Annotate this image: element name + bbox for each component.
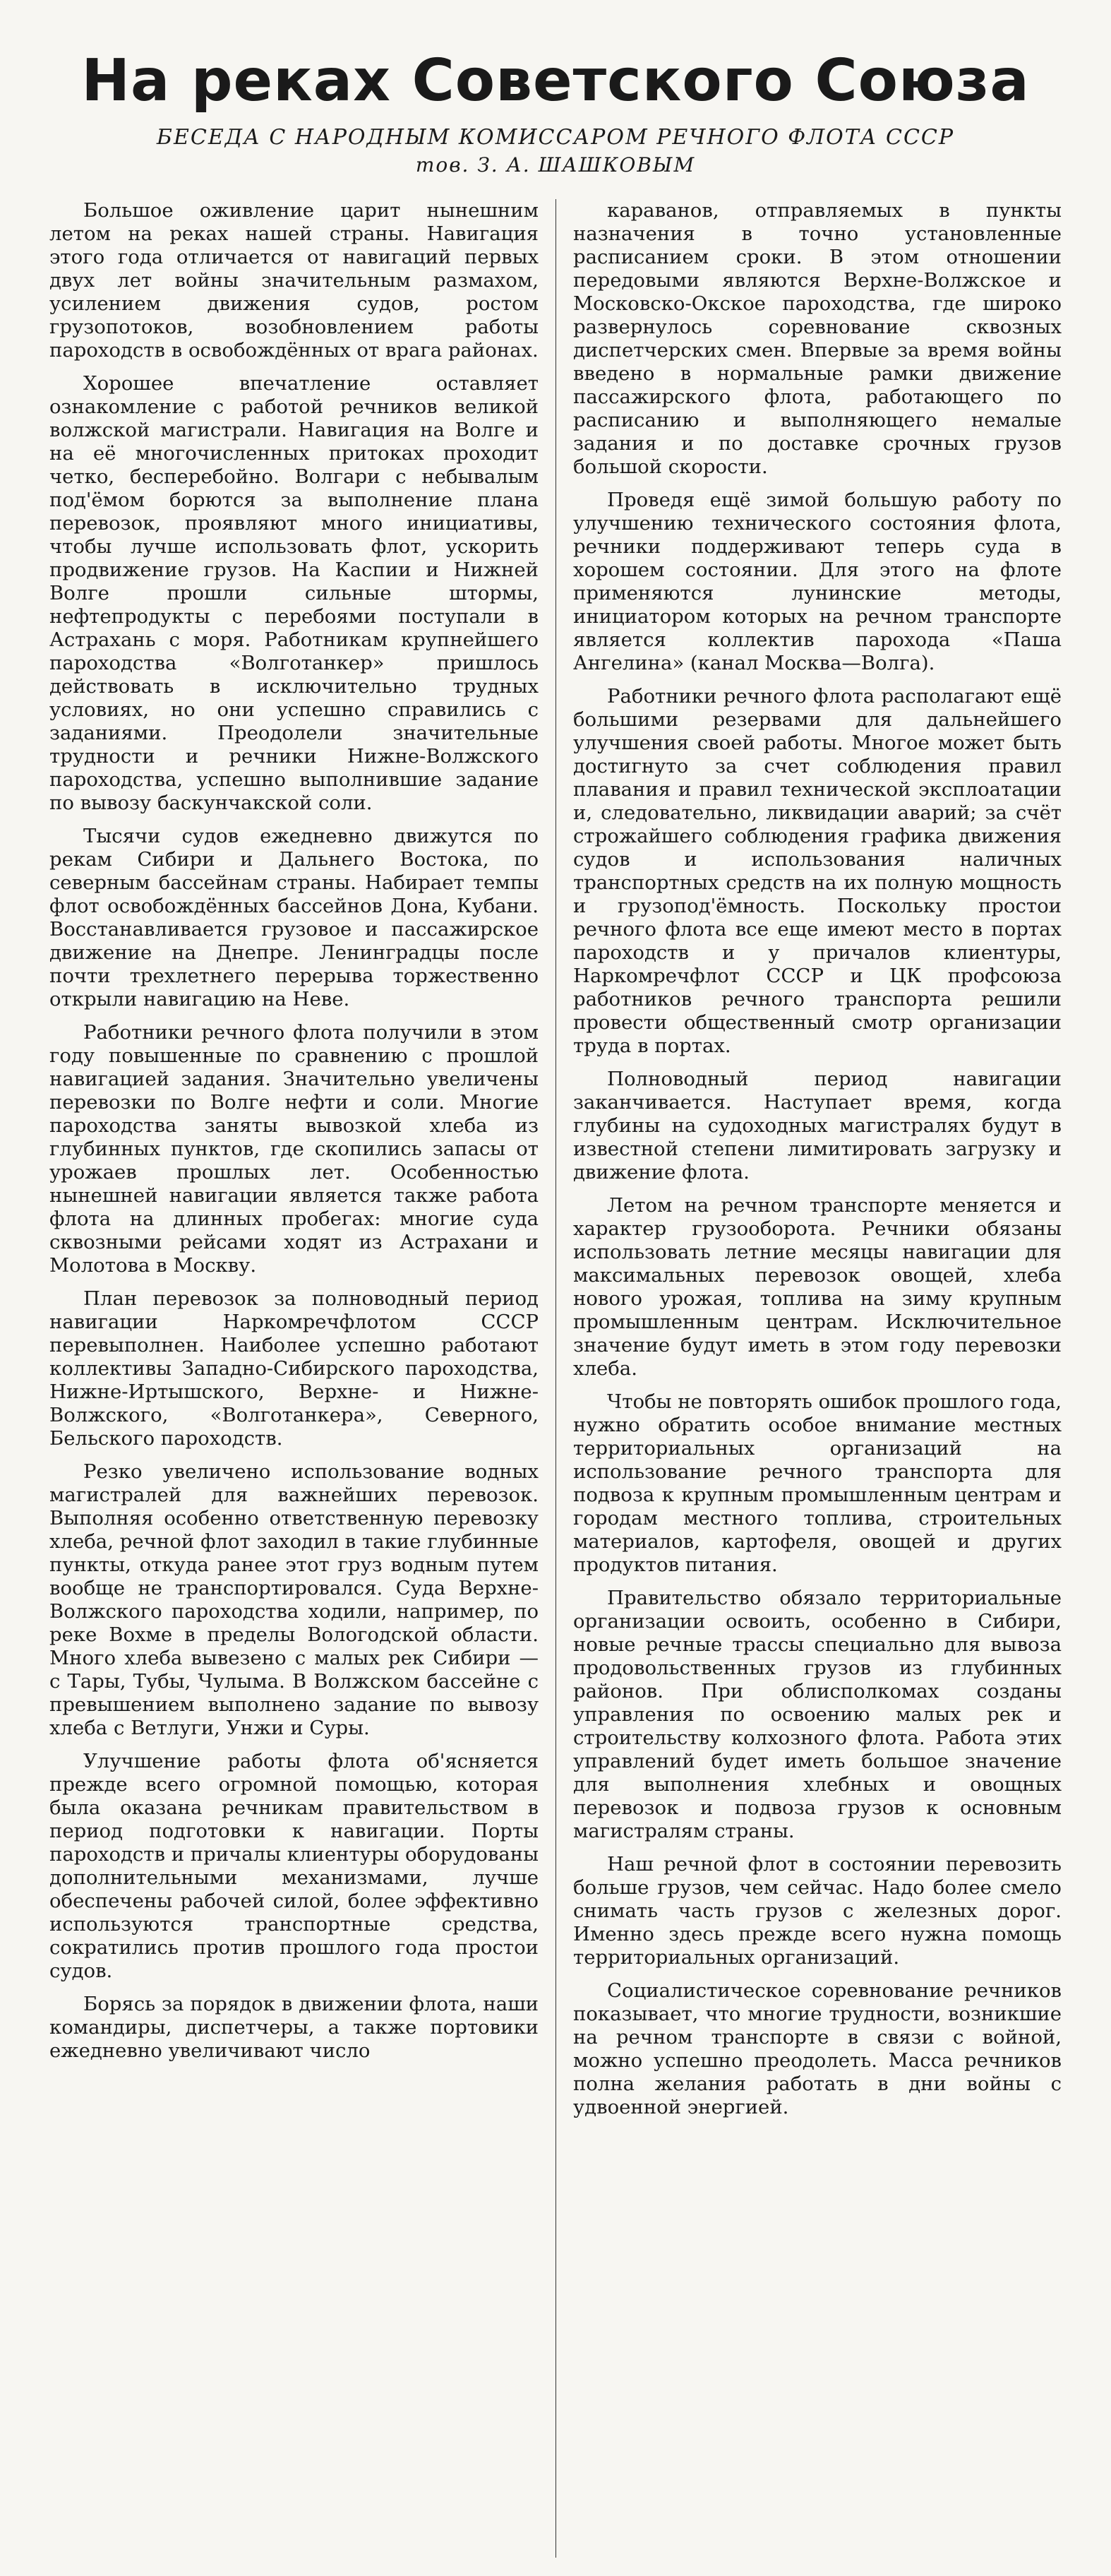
right-column (556, 199, 1062, 2558)
article-headline: На реках Советского Союза (81, 47, 1030, 114)
paragraph: Хорошее впечатление оставляет ознакомление с работой речников великой волжской магистрали. Навигация на Волге и на её многочисленных притоках проходит четко, бесперебойно. Волгари с небывалым под'ёмом борются за выполнение плана перевозок, проявляют много инициативы, чтобы лучше использовать флот, ускорить продвижение грузов. На Каспии и Нижней Волге прошли сильные штормы, нефтепродукты с перебоями поступали в Астрахань с моря. Работникам крупнейшего пароходства «Волготанкер» пришлось действовать в исключительно трудных условиях, но они успешно справились с заданиями. Преодолели значительные трудности и речники Нижне-Волжского пароходства, успешно выполнившие задание по вывозу баскунчакской соли. (49, 372, 539, 814)
article-subhead: БЕСЕДА С НАРОДНЫМ КОМИССАРОМ РЕЧНОГО ФЛОТА СССР (156, 125, 955, 150)
paragraph: Социалистическое соревнование речников показывает, что многие трудности, возникшие на речном транспорте в связи с войной, можно успешно преодолеть. Масса речников полна желания работать в дни войны с удвоенной энергией. (573, 1979, 1062, 2118)
article-body (49, 199, 1062, 2558)
left-column (49, 199, 556, 2558)
paragraph: Большое оживление царит нынешним летом на реках нашей страны. Навигация этого года отличается от навигаций первых двух лет войны значительным размахом, усилением движения судов, ростом грузопотоков, возобновлением работы пароходств в освобождённых от врага районах. (49, 199, 539, 362)
paragraph: Резко увеличено использование водных магистралей для важнейших перевозок. Выполняя особенно ответственную перевозку хлеба, речной флот заходил в такие глубинные пункты, откуда ранее этот груз водным путем вообще не транспортировался. Суда Верхне-Волжского пароходства ходили, например, по реке Вохме в пределы Вологодской области. Много хлеба вывезено с малых рек Сибири — с Тары, Тубы, Чулыма. В Волжском бассейне с превышением выполнено задание по вывозу хлеба с Ветлуги, Унжи и Суры. (49, 1460, 539, 1739)
paragraph: Наш речной флот в состоянии перевозить больше грузов, чем сейчас. Надо более смело снимать часть грузов с железных дорог. Именно здесь прежде всего нужна помощь территориальных организаций. (573, 1853, 1062, 1969)
paragraph: Проведя ещё зимой большую работу по улучшению технического состояния флота, речники поддерживают теперь суда в хорошем состоянии. Для этого на флоте применяются лунинские методы, инициатором которых на речном транспорте является коллектив парохода «Паша Ангелина» (канал Москва—Волга). (573, 489, 1062, 674)
paragraph: Правительство обязало территориальные организации освоить, особенно в Сибири, новые речные трассы специально для вывоза продовольственных грузов из глубинных районов. При облисполкомах созданы управления по освоению малых рек и строительству колхозного флота. Работа этих управлений будет иметь большое значение для выполнения хлебных и овощных перевозок и подвоза грузов к основным магистралям страны. (573, 1587, 1062, 1842)
article-byline: тов. З. А. ШАШКОВЫМ (415, 153, 696, 177)
paragraph: План перевозок за полноводный период навигации Наркомречфлотом СССР перевыполнен. Наиболее успешно работают коллективы Западно-Сибирского пароходства, Нижне-Иртышского, Верхне- и Нижне-Волжского, «Волготанкера», Северного, Бельского пароходств. (49, 1287, 539, 1450)
paragraph: Летом на речном транспорте меняется и характер грузооборота. Речники обязаны использовать летние месяцы навигации для максимальных перевозок овощей, хлеба нового урожая, топлива на зиму крупным промышленным центрам. Исключительное значение будут иметь в этом году перевозки хлеба. (573, 1194, 1062, 1380)
paragraph: Улучшение работы флота об'ясняется прежде всего огромной помощью, которая была оказана речникам правительством в период подготовки к навигации. Порты пароходств и причалы клиентуры оборудованы дополнительными механизмами, лучше обеспечены рабочей силой, более эффективно используются транспортные средства, сократились против прошлого года простои судов. (49, 1750, 539, 1982)
paragraph: Работники речного флота располагают ещё большими резервами для дальнейшего улучшения своей работы. Многое может быть достигнуто за счет соблюдения правил плавания и правил технической эксплоатации и, следовательно, ликвидации аварий; за счёт строжайшего соблюдения графика движения судов и использования наличных транспортных средств на их полную мощность и грузопод'ёмность. Поскольку простои речного флота все еще имеют место в портах пароходств и у причалов клиентуры, Наркомречфлот СССР и ЦК профсоюза работников речного транспорта решили провести общественный смотр организации труда в портах. (573, 685, 1062, 1057)
paragraph: Борясь за порядок в движении флота, наши командиры, диспетчеры, а также портовики ежедневно увеличивают число (49, 1993, 539, 2062)
paragraph: Чтобы не повторять ошибок прошлого года, нужно обратить особое внимание местных территориальных организаций на использование речного транспорта для подвоза к крупным промышленным центрам и городам местного топлива, строительных материалов, картофеля, овощей и других продуктов питания. (573, 1390, 1062, 1576)
paragraph: караванов, отправляемых в пункты назначения в точно установленные расписанием сроки. В этом отношении передовыми являются Верхне-Волжское и Московско-Окское пароходства, где широко развернулось соревнование сквозных диспетчерских смен. Впервые за время войны введено в нормальные рамки движение пассажирского флота, работающего по расписанию и выполняющего немалые задания и по доставке срочных грузов большой скорости. (573, 199, 1062, 478)
article-header (49, 47, 1062, 177)
paragraph: Тысячи судов ежедневно движутся по рекам Сибири и Дальнего Востока, по северным бассейнам страны. Набирает темпы флот освобождённых бассейнов Дона, Кубани. Восстанавливается грузовое и пассажирское движение на Днепре. Ленинградцы после почти трехлетнего перерыва торжественно открыли навигацию на Неве. (49, 825, 539, 1010)
paragraph: Полноводный период навигации заканчивается. Наступает время, когда глубины на судоходных магистралях будут в известной степени лимитировать загрузку и движение флота. (573, 1068, 1062, 1183)
paragraph: Работники речного флота получили в этом году повышенные по сравнению с прошлой навигацией задания. Значительно увеличены перевозки по Волге нефти и соли. Многие пароходства заняты вывозкой хлеба из глубинных пунктов, где скопились запасы от урожаев прошлых лет. Особенностью нынешней навигации является также работа флота на длинных пробегах: многие суда сквозными рейсами ходят из Астрахани и Молотова в Москву. (49, 1021, 539, 1277)
